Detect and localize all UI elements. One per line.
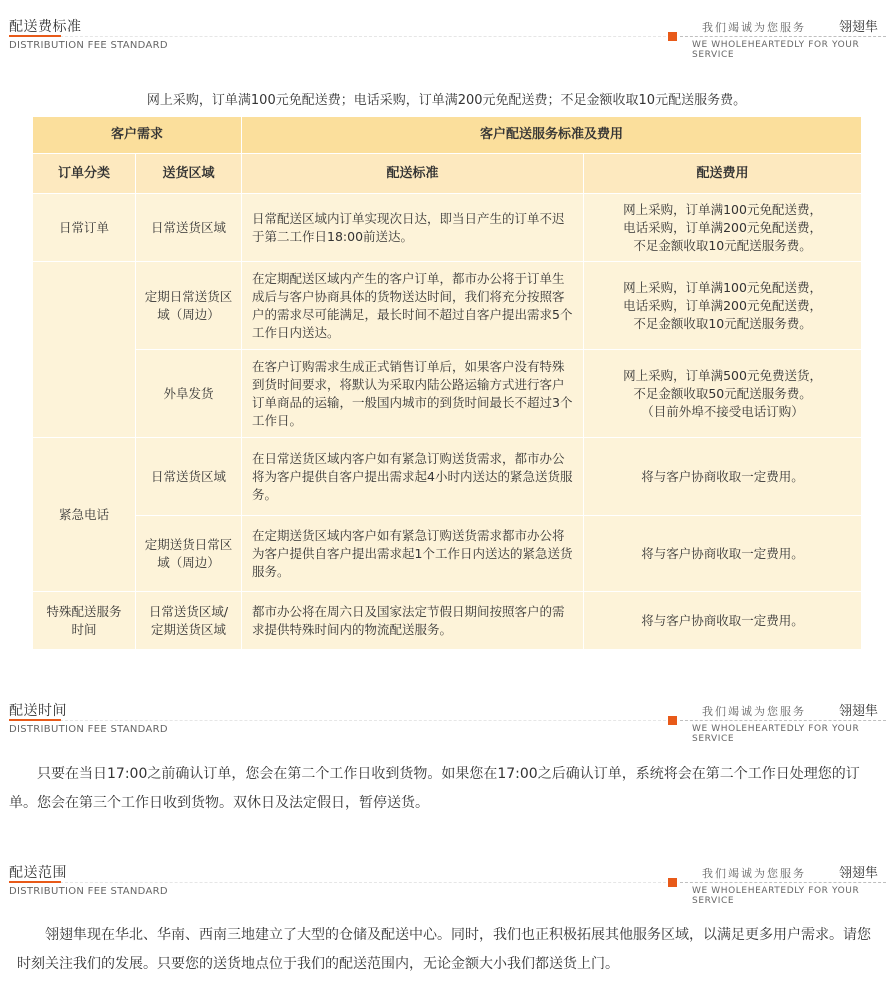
slogan-english: WE WHOLEHEARTEDLY FOR YOUR SERVICE [692, 40, 860, 60]
group-header-service-standard: 客户配送服务标准及费用 [242, 117, 862, 154]
table-row [33, 194, 862, 262]
cell-area: 定期日常送货区域（周边） [136, 262, 242, 350]
divider [680, 36, 886, 37]
section-title: 配送范围 [9, 865, 67, 881]
brand-name: 翎翅隼 [839, 866, 879, 881]
fee-line: 网上采购，订单满500元免费送货， [623, 367, 822, 383]
fee-line: 不足金额收取10元配送服务费。 [633, 315, 812, 331]
cell-standard: 在日常送货区域内客户如有紧急订购送货需求，都市办公将为客户提供自客户提出需求起4小时内送达的紧急送货服务。 [242, 438, 584, 516]
table-column-header-row [33, 154, 862, 194]
slogan-english: WE WHOLEHEARTEDLY FOR YOUR SERVICE [692, 886, 860, 906]
section-subtitle: DISTRIBUTION FEE STANDARD [9, 724, 168, 735]
divider [60, 882, 666, 883]
cell-fee: 将与客户协商收取一定费用。 [584, 592, 862, 650]
cell-category [33, 262, 136, 438]
divider [60, 720, 666, 721]
table-row [33, 438, 862, 516]
delivery-time-text: 只要在当日17:00之前确认订单，您会在第二个工作日收到货物。如果您在17:00之后确认订单，系统将会在第二个工作日处理您的订单。您会在第三个工作日收到货物。双休日及法定假日，暂停送货。 [9, 766, 860, 811]
fee-table [32, 116, 862, 650]
title-underline [9, 35, 61, 37]
delivery-range-text: 翎翅隼现在华北、华南、西南三地建立了大型的仓储及配送中心。同时，我们也正积极拓展其他服务区域，以满足更多用户需求。请您时刻关注我们的发展。只要您的送货地点位于我们的配送范围内，无论金额大小我们都送货上门。 [17, 927, 871, 972]
table-row [33, 350, 862, 438]
col-header-standard: 配送标准 [242, 154, 584, 194]
cell-area: 定期送货日常区域（周边） [136, 516, 242, 592]
cell-area: 外阜发货 [136, 350, 242, 438]
cell-fee [584, 194, 862, 262]
slogan-english: WE WHOLEHEARTEDLY FOR YOUR SERVICE [692, 724, 860, 744]
section-header-fee [0, 16, 893, 62]
cell-fee: 将与客户协商收取一定费用。 [584, 516, 862, 592]
brand-name: 翎翅隼 [839, 704, 879, 719]
table-row [33, 516, 862, 592]
fee-line: 电话采购，订单满200元免配送费， [623, 297, 822, 313]
fee-line: （目前外埠不接受电话订购） [641, 403, 804, 419]
table-group-header-row [33, 117, 862, 154]
fee-line: 不足金额收取10元配送服务费。 [633, 237, 812, 253]
square-marker-icon [668, 878, 677, 887]
section-title: 配送费标准 [9, 19, 82, 35]
divider [680, 882, 886, 883]
cell-fee [584, 350, 862, 438]
cell-standard: 在定期配送区域内产生的客户订单，都市办公将于订单生成后与客户协商具体的货物送达时间，我们将充分按照客户的需求尽可能满足，最长时间不超过自客户提出需求5个工作日内送达。 [242, 262, 584, 350]
fee-line: 网上采购，订单满100元免配送费， [623, 279, 822, 295]
title-underline [9, 881, 61, 883]
section-subtitle: DISTRIBUTION FEE STANDARD [9, 886, 168, 897]
cell-standard: 在客户订购需求生成正式销售订单后，如果客户没有特殊到货时间要求，将默认为采取内陆公路运输方式进行客户订单商品的运输，一般国内城市的到货时间最长不超过3个工作日。 [242, 350, 584, 438]
fee-notice: 网上采购，订单满100元免配送费；电话采购，订单满200元免配送费；不足金额收取10元配送服务费。 [146, 93, 747, 108]
col-header-fee: 配送费用 [584, 154, 862, 194]
section-header-range [0, 862, 893, 908]
title-underline [9, 719, 61, 721]
fee-line: 网上采购，订单满100元免配送费， [623, 201, 822, 217]
divider [680, 720, 886, 721]
square-marker-icon [668, 32, 677, 41]
col-header-area: 送货区域 [136, 154, 242, 194]
cell-category: 特殊配送服务时间 [33, 592, 136, 650]
table-row [33, 592, 862, 650]
section-header-time [0, 700, 893, 746]
square-marker-icon [668, 716, 677, 725]
section-title: 配送时间 [9, 703, 67, 719]
slogan: 我们竭诚为您服务 [702, 867, 806, 880]
cell-standard: 在定期送货区域内客户如有紧急订购送货需求都市办公将为客户提供自客户提出需求起1个工作日内送达的紧急送货服务。 [242, 516, 584, 592]
fee-line: 电话采购，订单满200元免配送费， [623, 219, 822, 235]
slogan: 我们竭诚为您服务 [702, 705, 806, 718]
slogan: 我们竭诚为您服务 [702, 21, 806, 34]
cell-category: 紧急电话 [33, 438, 136, 592]
cell-standard: 日常配送区域内订单实现次日达，即当日产生的订单不迟于第二工作日18:00前送达。 [242, 194, 584, 262]
section-subtitle: DISTRIBUTION FEE STANDARD [9, 40, 168, 51]
cell-fee: 将与客户协商收取一定费用。 [584, 438, 862, 516]
fee-line: 不足金额收取50元配送服务费。 [633, 385, 812, 401]
group-header-customer-needs: 客户需求 [33, 117, 242, 154]
table-row [33, 262, 862, 350]
cell-area: 日常送货区域 [136, 194, 242, 262]
cell-area: 日常送货区域 [136, 438, 242, 516]
divider [60, 36, 666, 37]
cell-standard: 都市办公将在周六日及国家法定节假日期间按照客户的需求提供特殊时间内的物流配送服务。 [242, 592, 584, 650]
cell-area: 日常送货区域/定期送货区域 [136, 592, 242, 650]
cell-fee [584, 262, 862, 350]
brand-name: 翎翅隼 [839, 20, 879, 35]
col-header-category: 订单分类 [33, 154, 136, 194]
cell-category: 日常订单 [33, 194, 136, 262]
